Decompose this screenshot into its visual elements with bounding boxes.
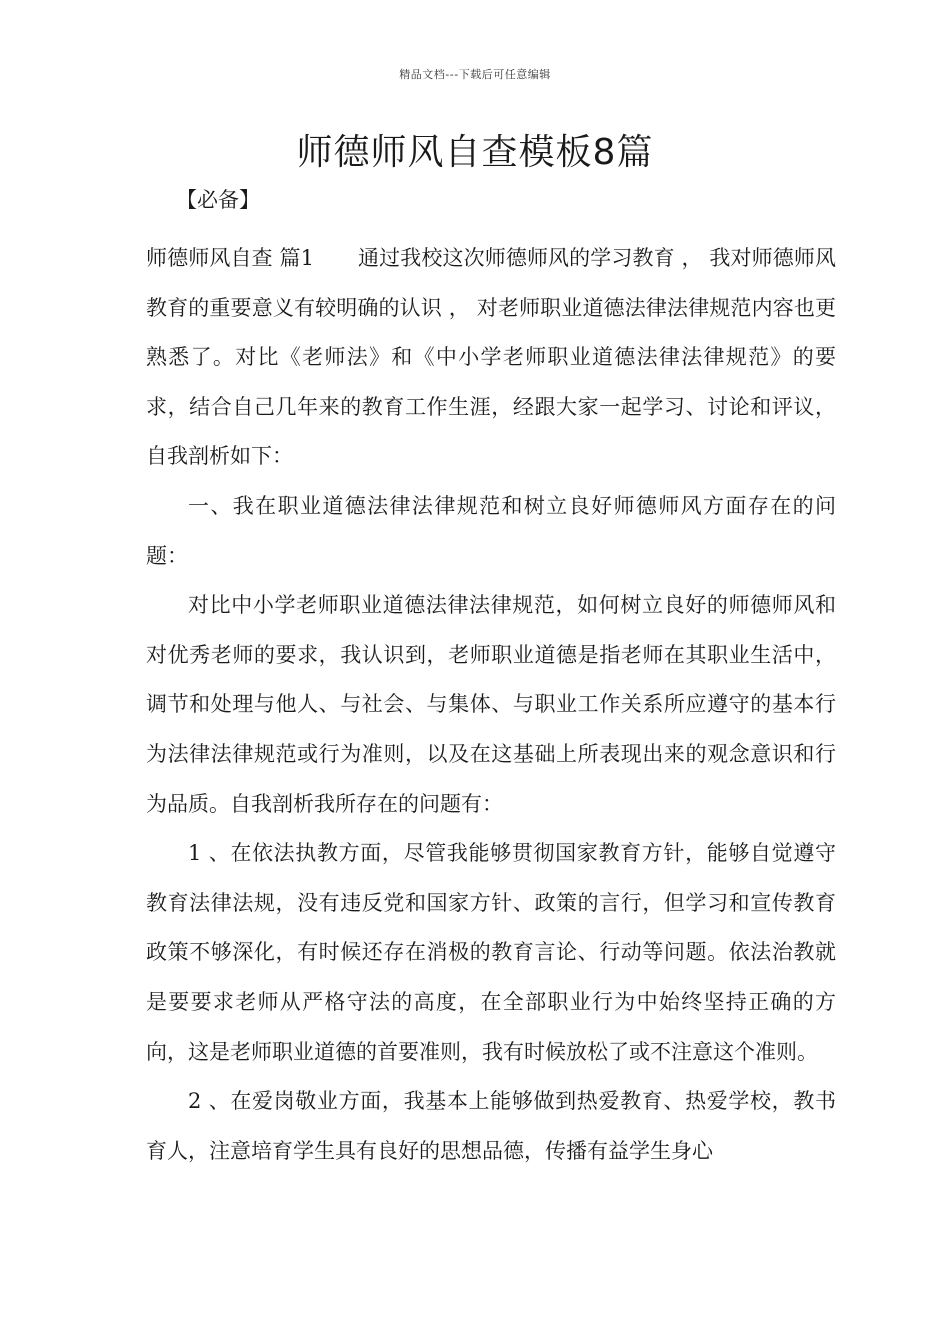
section-heading-1: 一、我在职业道德法律法律规范和树立良好师德师风方面存在的问题： [146, 493, 836, 568]
intro-paragraph [146, 234, 836, 482]
intro-label: 师德师风自查 篇1 [146, 246, 314, 270]
document-body [146, 234, 836, 1176]
document-title: 师德师风自查模板8篇 [296, 132, 654, 173]
document-tag: 【必备】 [176, 188, 260, 212]
body-paragraph-3: 1 、在依法执教方面，尽管我能够贯彻国家教育方针，能够自觉遵守教育法律法规，没有违反党和国家方针、政策的言行，但学习和宣传教育政策不够深化，有时候还存在消极的教育言论、行动等问题。依法治教就是要要求老师从严格守法的高度，在全部职业行为中始终坚持正确的方向，这是老师职业道德的首要准则，我有时候放松了或不注意这个准则。 [146, 841, 836, 1064]
header-note: 精品文档---下载后可任意编辑 [399, 68, 551, 81]
body-paragraph-4: 2 、在爱岗敬业方面，我基本上能够做到热爱教育、热爱学校，教书育人，注意培育学生具有良好的思想品德，传播有益学生身心 [146, 1089, 836, 1163]
intro-text: 通过我校这次师德师风的学习教育 ， 我对师德师风教育的重要意义有较明确的认识 ， 对老师职业道德法律法律规范内容也更熟悉了。对比《老师法》和《中小学老师职业道德法律法律规范》的要求，结合自己几年来的教育工作生涯，经跟大家一起学习、讨论和评议，自我剖析如下： [146, 246, 836, 469]
body-paragraph-2: 对比中小学老师职业道德法律法律规范，如何树立良好的师德师风和对优秀老师的要求，我认识到，老师职业道德是指老师在其职业生活中，调节和处理与他人、与社会、与集体、与职业工作关系所应遵守的基本行为法律法律规范或行为准则，以及在这基础上所表现出来的观念意识和行为品质。自我剖析我所存在的问题有： [146, 593, 836, 816]
